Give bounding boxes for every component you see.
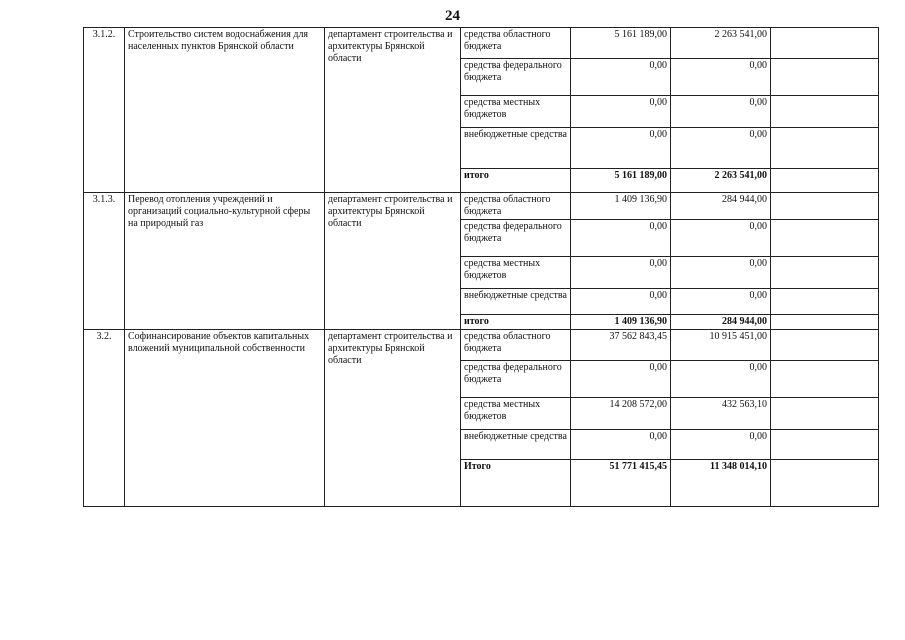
funding-source: внебюджетные средства [461, 128, 571, 169]
empty-cell [771, 460, 879, 507]
empty-cell [771, 193, 879, 220]
total-label: итого [461, 315, 571, 330]
table-row [84, 28, 879, 59]
amount-value-1: 0,00 [571, 257, 671, 289]
item-executor: департамент строительства и архитектуры Брянской области [325, 28, 461, 193]
empty-cell [771, 28, 879, 59]
amount-value-2: 0,00 [671, 220, 771, 257]
funding-source: средства местных бюджетов [461, 96, 571, 128]
total-value-1: 1 409 136,90 [571, 315, 671, 330]
item-code: 3.1.3. [84, 193, 125, 330]
table-row [84, 193, 879, 220]
amount-value-2: 0,00 [671, 128, 771, 169]
item-executor: департамент строительства и архитектуры Брянской области [325, 193, 461, 330]
empty-cell [771, 398, 879, 430]
amount-value-2: 0,00 [671, 257, 771, 289]
funding-source: средства областного бюджета [461, 330, 571, 361]
amount-value-2: 0,00 [671, 59, 771, 96]
table-row [84, 330, 879, 361]
empty-cell [771, 128, 879, 169]
amount-value-2: 0,00 [671, 361, 771, 398]
amount-value-1: 37 562 843,45 [571, 330, 671, 361]
empty-cell [771, 430, 879, 460]
amount-value-1: 1 409 136,90 [571, 193, 671, 220]
item-name: Строительство систем водоснабжения для населенных пунктов Брянской области [125, 28, 325, 193]
amount-value-1: 0,00 [571, 430, 671, 460]
total-value-2: 284 944,00 [671, 315, 771, 330]
amount-value-1: 14 208 572,00 [571, 398, 671, 430]
page-number: 24 [445, 8, 460, 24]
amount-value-1: 0,00 [571, 96, 671, 128]
amount-value-2: 2 263 541,00 [671, 28, 771, 59]
item-name: Софинансирование объектов капитальных вложений муниципальной собственности [125, 330, 325, 507]
total-label: Итого [461, 460, 571, 507]
funding-source: средства областного бюджета [461, 193, 571, 220]
empty-cell [771, 315, 879, 330]
amount-value-2: 0,00 [671, 96, 771, 128]
funding-source: средства областного бюджета [461, 28, 571, 59]
item-code: 3.2. [84, 330, 125, 507]
funding-source: средства местных бюджетов [461, 398, 571, 430]
funding-source: средства федерального бюджета [461, 59, 571, 96]
amount-value-1: 5 161 189,00 [571, 28, 671, 59]
empty-cell [771, 220, 879, 257]
amount-value-2: 0,00 [671, 289, 771, 315]
funding-source: внебюджетные средства [461, 289, 571, 315]
item-code: 3.1.2. [84, 28, 125, 193]
empty-cell [771, 169, 879, 193]
amount-value-2: 284 944,00 [671, 193, 771, 220]
empty-cell [771, 330, 879, 361]
funding-source: внебюджетные средства [461, 430, 571, 460]
funding-source: средства федерального бюджета [461, 220, 571, 257]
empty-cell [771, 289, 879, 315]
empty-cell [771, 59, 879, 96]
amount-value-2: 10 915 451,00 [671, 330, 771, 361]
amount-value-2: 0,00 [671, 430, 771, 460]
budget-table-body [84, 28, 879, 507]
empty-cell [771, 96, 879, 128]
budget-table [83, 27, 879, 507]
amount-value-2: 432 563,10 [671, 398, 771, 430]
total-value-1: 5 161 189,00 [571, 169, 671, 193]
funding-source: средства федерального бюджета [461, 361, 571, 398]
amount-value-1: 0,00 [571, 361, 671, 398]
amount-value-1: 0,00 [571, 59, 671, 96]
item-executor: департамент строительства и архитектуры Брянской области [325, 330, 461, 507]
amount-value-1: 0,00 [571, 289, 671, 315]
total-value-1: 51 771 415,45 [571, 460, 671, 507]
empty-cell [771, 361, 879, 398]
item-name: Перевод отопления учреждений и организаций социально-культурной сферы на природный газ [125, 193, 325, 330]
total-value-2: 11 348 014,10 [671, 460, 771, 507]
amount-value-1: 0,00 [571, 220, 671, 257]
amount-value-1: 0,00 [571, 128, 671, 169]
total-label: итого [461, 169, 571, 193]
empty-cell [771, 257, 879, 289]
total-value-2: 2 263 541,00 [671, 169, 771, 193]
funding-source: средства местных бюджетов [461, 257, 571, 289]
